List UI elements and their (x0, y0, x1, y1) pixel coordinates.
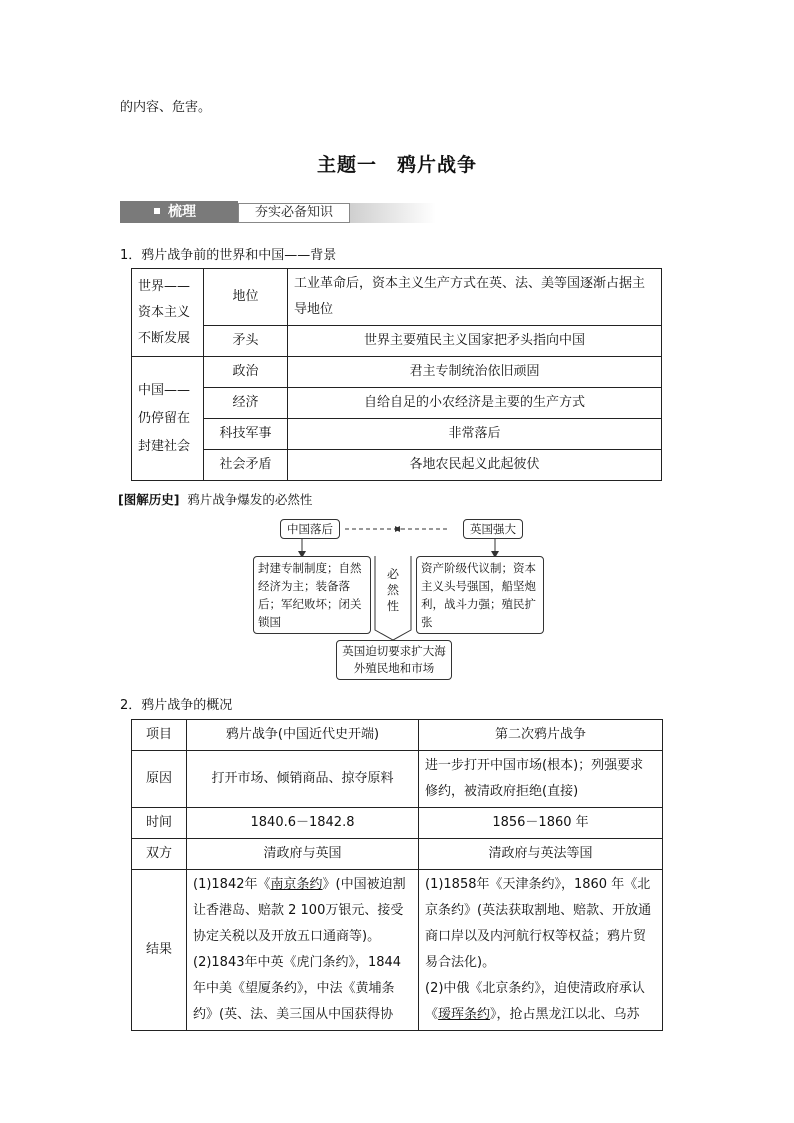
row-label: 地位 (204, 269, 288, 326)
row-item: 结果 (132, 870, 187, 1031)
result-first (187, 870, 419, 1031)
column-header: 第二次鸦片战争 (419, 720, 663, 751)
row-content: 君主专制统治依旧顽固 (288, 357, 662, 388)
row-second: 清政府与英法等国 (419, 839, 663, 870)
row-second: 1856－1860 年 (419, 808, 663, 839)
china-backward-box: 中国落后 (280, 519, 340, 539)
row-label: 矛头 (204, 326, 288, 357)
text: (2)中俄《北京条约》，迫使清政府承认《 (425, 981, 645, 1022)
britain-strong-box: 英国强大 (463, 519, 523, 539)
group-china: 中国——仍停留在封建社会 (132, 357, 204, 481)
section1-heading: 1．鸦片战争前的世界和中国——背景 (120, 248, 337, 263)
treaty-name: 南京条约 (270, 877, 323, 892)
row-label: 政治 (204, 357, 288, 388)
row-second: 进一步打开中国市场(根本)；列强要求修约，被清政府拒绝(直接) (419, 751, 663, 808)
china-factors-box: 封建专制制度；自然经济为主；装备落后；军纪败坏；闭关锁国 (253, 556, 371, 634)
result-second-b (425, 976, 656, 1028)
britain-factors-box: 资产阶级代议制；资本主义头号强国，船坚炮利，战斗力强；殖民扩张 (416, 556, 544, 634)
treaty-name: 瑷珲条约 (438, 1007, 491, 1022)
row-label: 科技军事 (204, 419, 288, 450)
group-world: 世界——资本主义不断发展 (132, 269, 204, 357)
result-first-b: (2)1843年中英《虎门条约》，1844年中美《望厦条约》，中法《黄埔条约》(英、法、美三国从中国获得协 (193, 955, 402, 1022)
britain-demand-box: 英国迫切要求扩大海外殖民地和市场 (336, 640, 452, 680)
table-row (132, 751, 663, 808)
banner-label: 夯实必备知识 (238, 203, 350, 223)
row-item: 双方 (132, 839, 187, 870)
section2-heading: 2．鸦片战争的概况 (120, 698, 233, 713)
background-table (131, 268, 662, 481)
row-content: 非常落后 (288, 419, 662, 450)
row-label: 社会矛盾 (204, 450, 288, 481)
row-content: 世界主要殖民主义国家把矛头指向中国 (288, 326, 662, 357)
diagram-caption-tag: [图解历史] (118, 492, 180, 507)
overview-table (131, 719, 663, 1031)
result-second-a: (1)1858年《天津条约》，1860 年《北京条约》(英法获取割地、赔款、开放通商口岸以及内河航行权等权益；鸦片贸易合法化)。 (425, 877, 652, 970)
table-row (132, 388, 662, 419)
banner-tag-text: 梳理 (168, 204, 196, 220)
text: 》(中国被迫割让香港岛、赔款 2 100万银元、接受协定关税以及开放五口通商等)。 (193, 877, 406, 944)
row-content: 自给自足的小农经济是主要的生产方式 (288, 388, 662, 419)
square-bullet-icon (154, 208, 160, 214)
intro-text: 的内容、危害。 (120, 100, 212, 115)
section-banner (120, 201, 436, 223)
table-row (132, 357, 662, 388)
table-row (132, 419, 662, 450)
inevitability-label: 必然性 (387, 567, 400, 613)
table-row (132, 269, 662, 326)
banner-tag (120, 201, 238, 223)
row-content: 各地农民起义此起彼伏 (288, 450, 662, 481)
row-first: 清政府与英国 (187, 839, 419, 870)
table-row (132, 326, 662, 357)
table-row (132, 870, 663, 1031)
result-second (419, 870, 663, 1031)
table-row (132, 450, 662, 481)
table-header-row (132, 720, 663, 751)
row-first: 打开市场、倾销商品、掠夺原料 (187, 751, 419, 808)
text: 》，抢占黑龙江以北、乌苏 (490, 1007, 640, 1022)
column-header: 鸦片战争(中国近代史开端) (187, 720, 419, 751)
row-item: 原因 (132, 751, 187, 808)
row-item: 时间 (132, 808, 187, 839)
banner-fade (350, 203, 436, 223)
row-content: 工业革命后，资本主义生产方式在英、法、美等国逐渐占据主导地位 (288, 269, 662, 326)
table-row (132, 839, 663, 870)
text: (1)1842年《 (193, 877, 271, 892)
row-first: 1840.6－1842.8 (187, 808, 419, 839)
column-header: 项目 (132, 720, 187, 751)
diagram-caption (118, 490, 312, 508)
page-title: 主题一 鸦片战争 (316, 154, 477, 176)
diagram-caption-text: 鸦片战争爆发的必然性 (187, 492, 313, 507)
table-row (132, 808, 663, 839)
row-label: 经济 (204, 388, 288, 419)
cause-diagram (250, 518, 550, 683)
result-first-a (193, 872, 412, 950)
